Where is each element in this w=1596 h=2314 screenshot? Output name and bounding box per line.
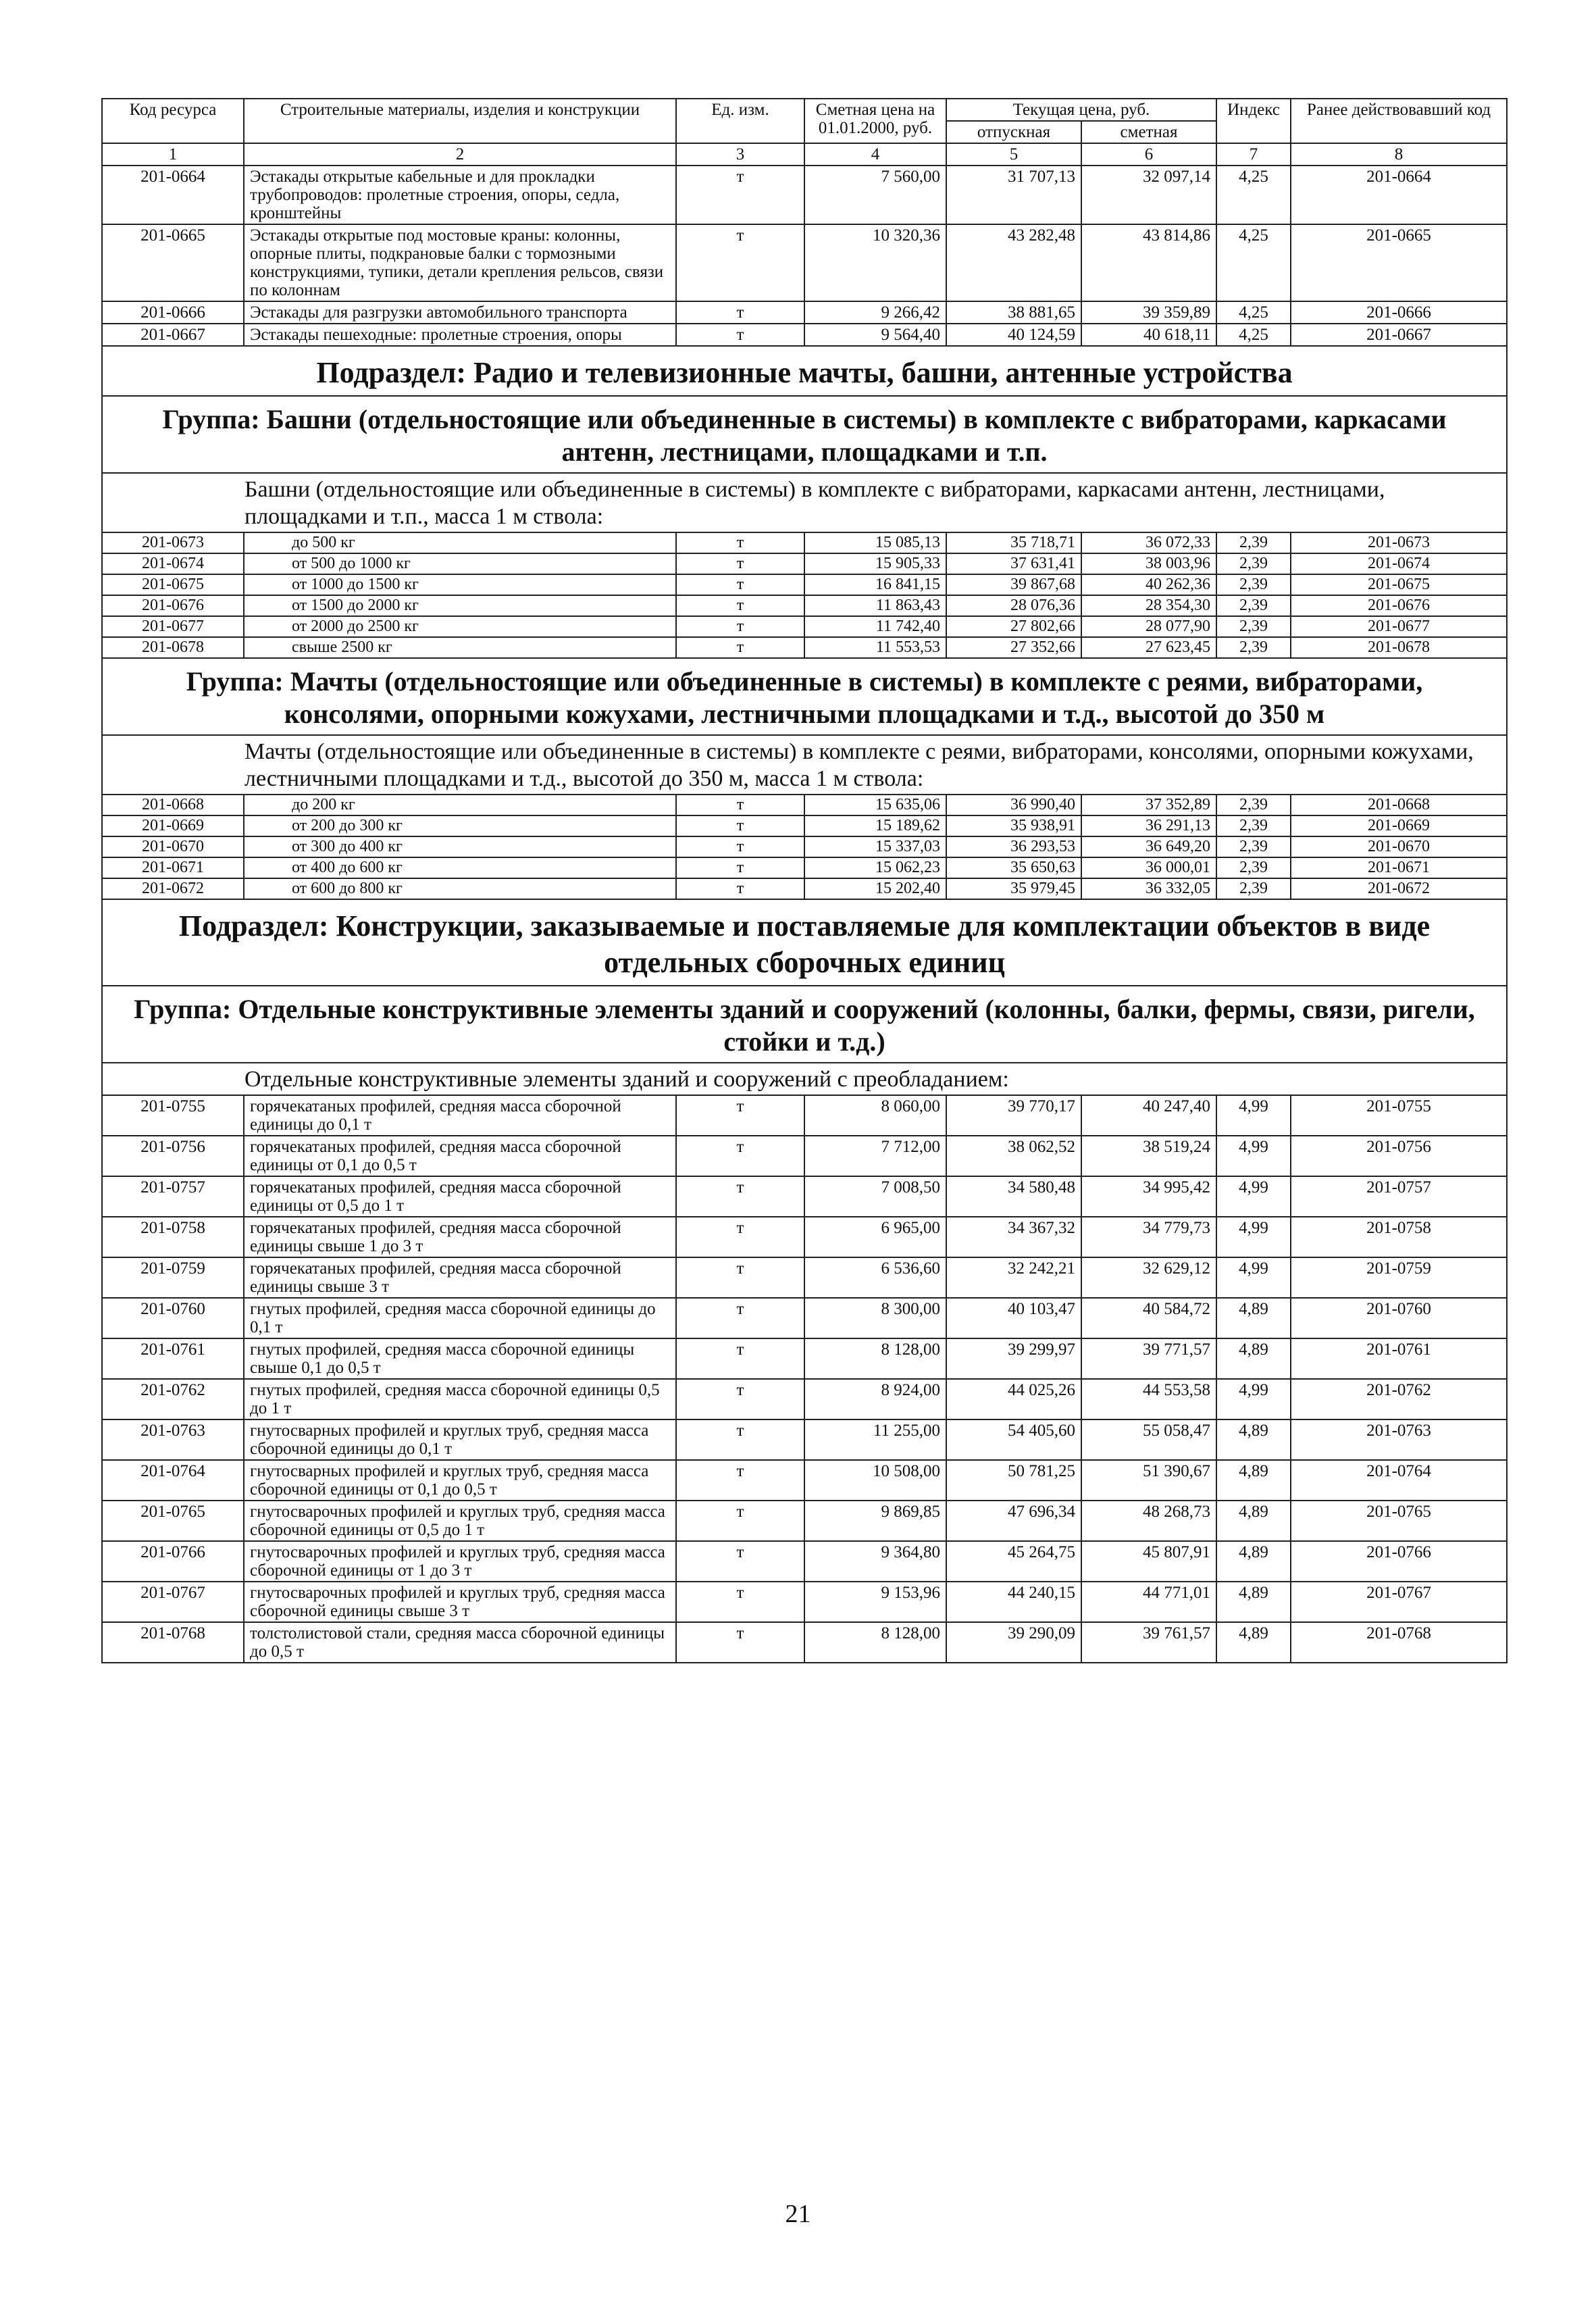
estimate-price: 39 771,57: [1081, 1338, 1216, 1379]
resource-code: 201-0763: [102, 1419, 244, 1460]
estimate-price: 27 623,45: [1081, 637, 1216, 658]
col-num: 4: [804, 143, 946, 166]
col-num: 5: [946, 143, 1081, 166]
previous-code: 201-0671: [1291, 857, 1507, 878]
table-row: [102, 857, 1507, 878]
page-number: 21: [785, 2200, 811, 2228]
release-price: 43 282,48: [946, 224, 1081, 301]
price-index: 2,39: [1216, 532, 1291, 553]
release-price: 39 299,97: [946, 1338, 1081, 1379]
unit: т: [676, 1379, 804, 1419]
unit: т: [676, 1460, 804, 1501]
base-price: 7 712,00: [804, 1136, 946, 1176]
group-heading-row: [102, 658, 1507, 735]
resource-name: гнутых профилей, средняя масса сборочной единицы до 0,1 т: [244, 1298, 676, 1338]
group-note: Башни (отдельностоящие или объединенные в системы) в комплекте с вибраторами, каркасами антенн, лестницами, площадками и т.п., масса 1 м ствола:: [102, 473, 1507, 532]
price-index: 4,99: [1216, 1176, 1291, 1217]
price-index: 4,25: [1216, 224, 1291, 301]
price-index: 2,39: [1216, 553, 1291, 574]
price-index: 4,99: [1216, 1257, 1291, 1298]
previous-code: 201-0767: [1291, 1582, 1507, 1622]
release-price: 27 352,66: [946, 637, 1081, 658]
resource-code: 201-0768: [102, 1622, 244, 1663]
previous-code: 201-0764: [1291, 1460, 1507, 1501]
unit: т: [676, 1176, 804, 1217]
base-price: 7 560,00: [804, 166, 946, 224]
resource-name: Эстакады открытые кабельные и для прокладки трубопроводов: пролетные строения, опоры, седла, кронштейны: [244, 166, 676, 224]
col-num: 6: [1081, 143, 1216, 166]
estimate-price: 36 072,33: [1081, 532, 1216, 553]
table-row: [102, 878, 1507, 899]
col-num: 1: [102, 143, 244, 166]
base-price: 9 564,40: [804, 324, 946, 346]
resource-code: 201-0667: [102, 324, 244, 346]
base-price: 8 924,00: [804, 1379, 946, 1419]
unit: т: [676, 553, 804, 574]
estimate-price: 51 390,67: [1081, 1460, 1216, 1501]
estimate-price: 45 807,91: [1081, 1541, 1216, 1582]
table-row: [102, 224, 1507, 301]
resource-code: 201-0675: [102, 574, 244, 595]
price-index: 2,39: [1216, 637, 1291, 658]
table-row: [102, 595, 1507, 616]
resource-name: гнутосварных профилей и круглых труб, средняя масса сборочной единицы от 0,1 до 0,5 т: [244, 1460, 676, 1501]
subsection-heading-row: [102, 346, 1507, 396]
price-index: 4,89: [1216, 1338, 1291, 1379]
unit: т: [676, 836, 804, 857]
group-heading-row: [102, 396, 1507, 473]
price-table-sheet: [101, 98, 1506, 1663]
estimate-price: 55 058,47: [1081, 1419, 1216, 1460]
release-price: 38 062,52: [946, 1136, 1081, 1176]
previous-code: 201-0678: [1291, 637, 1507, 658]
previous-code: 201-0675: [1291, 574, 1507, 595]
resource-code: 201-0674: [102, 553, 244, 574]
resource-code: 201-0678: [102, 637, 244, 658]
previous-code: 201-0766: [1291, 1541, 1507, 1582]
resource-name: Эстакады пешеходные: пролетные строения, опоры: [244, 324, 676, 346]
resource-code: 201-0762: [102, 1379, 244, 1419]
price-index: 4,99: [1216, 1217, 1291, 1257]
release-price: 39 770,17: [946, 1095, 1081, 1136]
resource-code: 201-0756: [102, 1136, 244, 1176]
estimate-price: 38 519,24: [1081, 1136, 1216, 1176]
resource-name: Эстакады для разгрузки автомобильного транспорта: [244, 301, 676, 324]
estimate-price: 37 352,89: [1081, 795, 1216, 815]
resource-name: горячекатаных профилей, средняя масса сборочной единицы свыше 1 до 3 т: [244, 1217, 676, 1257]
base-price: 15 085,13: [804, 532, 946, 553]
group-heading-row: [102, 986, 1507, 1063]
unit: т: [676, 878, 804, 899]
base-price: 11 553,53: [804, 637, 946, 658]
release-price: 35 938,91: [946, 815, 1081, 836]
resource-name: гнутых профилей, средняя масса сборочной единицы 0,5 до 1 т: [244, 1379, 676, 1419]
release-price: 39 867,68: [946, 574, 1081, 595]
previous-code: 201-0755: [1291, 1095, 1507, 1136]
resource-code: 201-0665: [102, 224, 244, 301]
resource-name: до 200 кг: [244, 795, 676, 815]
resource-name: горячекатаных профилей, средняя масса сборочной единицы от 0,1 до 0,5 т: [244, 1136, 676, 1176]
header-estimate-price: сметная: [1081, 121, 1216, 143]
estimate-price: 32 097,14: [1081, 166, 1216, 224]
release-price: 45 264,75: [946, 1541, 1081, 1582]
table-header-row: [102, 99, 1507, 121]
previous-code: 201-0670: [1291, 836, 1507, 857]
col-num: 8: [1291, 143, 1507, 166]
price-index: 2,39: [1216, 815, 1291, 836]
table-row: [102, 1501, 1507, 1541]
estimate-price: 40 618,11: [1081, 324, 1216, 346]
col-num: 2: [244, 143, 676, 166]
previous-code: 201-0758: [1291, 1217, 1507, 1257]
previous-code: 201-0668: [1291, 795, 1507, 815]
previous-code: 201-0761: [1291, 1338, 1507, 1379]
previous-code: 201-0757: [1291, 1176, 1507, 1217]
base-price: 11 255,00: [804, 1419, 946, 1460]
table-row: [102, 553, 1507, 574]
price-index: 2,39: [1216, 857, 1291, 878]
group-note-row: [102, 1063, 1507, 1095]
price-index: 4,99: [1216, 1136, 1291, 1176]
price-index: 2,39: [1216, 595, 1291, 616]
resource-code: 201-0672: [102, 878, 244, 899]
resource-code: 201-0669: [102, 815, 244, 836]
previous-code: 201-0673: [1291, 532, 1507, 553]
resource-code: 201-0755: [102, 1095, 244, 1136]
base-price: 6 965,00: [804, 1217, 946, 1257]
unit: т: [676, 616, 804, 637]
unit: т: [676, 857, 804, 878]
unit: т: [676, 1419, 804, 1460]
price-table: [101, 98, 1508, 1663]
estimate-price: 44 771,01: [1081, 1582, 1216, 1622]
resource-code: 201-0664: [102, 166, 244, 224]
group-note-row: [102, 735, 1507, 795]
table-row: [102, 1176, 1507, 1217]
column-numbers-row: [102, 143, 1507, 166]
resource-code: 201-0760: [102, 1298, 244, 1338]
resource-code: 201-0676: [102, 595, 244, 616]
base-price: 15 062,23: [804, 857, 946, 878]
group-note: Мачты (отдельностоящие или объединенные в системы) в комплекте с реями, вибраторами, консолями, опорными кожухами, лестничными площадками и т.д., высотой до 350 м, масса 1 м ствола:: [102, 735, 1507, 795]
group-note-row: [102, 473, 1507, 532]
table-row: [102, 1217, 1507, 1257]
previous-code: 201-0665: [1291, 224, 1507, 301]
resource-name: от 2000 до 2500 кг: [244, 616, 676, 637]
unit: т: [676, 301, 804, 324]
previous-code: 201-0759: [1291, 1257, 1507, 1298]
table-row: [102, 795, 1507, 815]
release-price: 35 718,71: [946, 532, 1081, 553]
resource-name: гнутых профилей, средняя масса сборочной единицы свыше 0,1 до 0,5 т: [244, 1338, 676, 1379]
resource-name: горячекатаных профилей, средняя масса сборочной единицы от 0,5 до 1 т: [244, 1176, 676, 1217]
previous-code: 201-0672: [1291, 878, 1507, 899]
base-price: 11 863,43: [804, 595, 946, 616]
base-price: 15 202,40: [804, 878, 946, 899]
resource-code: 201-0666: [102, 301, 244, 324]
resource-name: от 400 до 600 кг: [244, 857, 676, 878]
col-num: 7: [1216, 143, 1291, 166]
table-row: [102, 1338, 1507, 1379]
release-price: 39 290,09: [946, 1622, 1081, 1663]
price-index: 4,89: [1216, 1419, 1291, 1460]
price-index: 4,89: [1216, 1622, 1291, 1663]
price-index: 2,39: [1216, 616, 1291, 637]
table-row: [102, 1095, 1507, 1136]
resource-code: 201-0759: [102, 1257, 244, 1298]
unit: т: [676, 324, 804, 346]
release-price: 32 242,21: [946, 1257, 1081, 1298]
estimate-price: 34 995,42: [1081, 1176, 1216, 1217]
table-row: [102, 532, 1507, 553]
header-base-price: Сметная цена на 01.01.2000, руб.: [804, 99, 946, 143]
estimate-price: 32 629,12: [1081, 1257, 1216, 1298]
table-row: [102, 1622, 1507, 1663]
unit: т: [676, 1217, 804, 1257]
resource-code: 201-0765: [102, 1501, 244, 1541]
release-price: 34 580,48: [946, 1176, 1081, 1217]
resource-code: 201-0761: [102, 1338, 244, 1379]
estimate-price: 36 291,13: [1081, 815, 1216, 836]
resource-code: 201-0767: [102, 1582, 244, 1622]
resource-name: от 1500 до 2000 кг: [244, 595, 676, 616]
header-unit: Ед. изм.: [676, 99, 804, 143]
header-prev-code: Ранее действовавший код: [1291, 99, 1507, 143]
unit: т: [676, 1541, 804, 1582]
group-note: Отдельные конструктивные элементы зданий и сооружений с преобладанием:: [102, 1063, 1507, 1095]
base-price: 15 337,03: [804, 836, 946, 857]
previous-code: 201-0667: [1291, 324, 1507, 346]
estimate-price: 40 247,40: [1081, 1095, 1216, 1136]
previous-code: 201-0763: [1291, 1419, 1507, 1460]
table-row: [102, 301, 1507, 324]
release-price: 28 076,36: [946, 595, 1081, 616]
unit: т: [676, 815, 804, 836]
base-price: 8 128,00: [804, 1338, 946, 1379]
release-price: 40 124,59: [946, 324, 1081, 346]
resource-name: от 300 до 400 кг: [244, 836, 676, 857]
price-index: 2,39: [1216, 878, 1291, 899]
table-row: [102, 166, 1507, 224]
table-row: [102, 815, 1507, 836]
unit: т: [676, 1136, 804, 1176]
unit: т: [676, 795, 804, 815]
base-price: 15 905,33: [804, 553, 946, 574]
release-price: 36 990,40: [946, 795, 1081, 815]
previous-code: 201-0677: [1291, 616, 1507, 637]
release-price: 35 650,63: [946, 857, 1081, 878]
previous-code: 201-0768: [1291, 1622, 1507, 1663]
unit: т: [676, 574, 804, 595]
release-price: 38 881,65: [946, 301, 1081, 324]
resource-code: 201-0668: [102, 795, 244, 815]
resource-name: свыше 2500 кг: [244, 637, 676, 658]
resource-code: 201-0757: [102, 1176, 244, 1217]
resource-code: 201-0670: [102, 836, 244, 857]
estimate-price: 36 332,05: [1081, 878, 1216, 899]
resource-name: от 600 до 800 кг: [244, 878, 676, 899]
subsection-heading-row: [102, 899, 1507, 986]
previous-code: 201-0760: [1291, 1298, 1507, 1338]
table-row: [102, 1379, 1507, 1419]
base-price: 9 266,42: [804, 301, 946, 324]
subsection-heading: Подраздел: Радио и телевизионные мачты, башни, антенные устройства: [102, 346, 1507, 396]
previous-code: 201-0666: [1291, 301, 1507, 324]
table-row: [102, 1582, 1507, 1622]
price-index: 4,89: [1216, 1298, 1291, 1338]
table-row: [102, 1257, 1507, 1298]
resource-name: от 1000 до 1500 кг: [244, 574, 676, 595]
resource-code: 201-0758: [102, 1217, 244, 1257]
base-price: 8 300,00: [804, 1298, 946, 1338]
resource-code: 201-0766: [102, 1541, 244, 1582]
table-row: [102, 1541, 1507, 1582]
base-price: 7 008,50: [804, 1176, 946, 1217]
price-index: 2,39: [1216, 795, 1291, 815]
base-price: 15 635,06: [804, 795, 946, 815]
price-index: 4,25: [1216, 301, 1291, 324]
estimate-price: 39 761,57: [1081, 1622, 1216, 1663]
unit: т: [676, 1582, 804, 1622]
release-price: 35 979,45: [946, 878, 1081, 899]
previous-code: 201-0674: [1291, 553, 1507, 574]
header-index: Индекс: [1216, 99, 1291, 143]
estimate-price: 40 262,36: [1081, 574, 1216, 595]
resource-name: толстолистовой стали, средняя масса сборочной единицы до 0,5 т: [244, 1622, 676, 1663]
unit: т: [676, 1257, 804, 1298]
table-row: [102, 1419, 1507, 1460]
estimate-price: 40 584,72: [1081, 1298, 1216, 1338]
estimate-price: 48 268,73: [1081, 1501, 1216, 1541]
estimate-price: 36 000,01: [1081, 857, 1216, 878]
unit: т: [676, 1622, 804, 1663]
estimate-price: 44 553,58: [1081, 1379, 1216, 1419]
unit: т: [676, 1501, 804, 1541]
resource-name: от 500 до 1000 кг: [244, 553, 676, 574]
resource-name: горячекатаных профилей, средняя масса сборочной единицы свыше 3 т: [244, 1257, 676, 1298]
previous-code: 201-0756: [1291, 1136, 1507, 1176]
table-row: [102, 637, 1507, 658]
unit: т: [676, 1095, 804, 1136]
unit: т: [676, 166, 804, 224]
resource-name: гнутосварочных профилей и круглых труб, средняя масса сборочной единицы от 0,5 до 1 т: [244, 1501, 676, 1541]
table-row: [102, 836, 1507, 857]
base-price: 6 536,60: [804, 1257, 946, 1298]
release-price: 27 802,66: [946, 616, 1081, 637]
col-num: 3: [676, 143, 804, 166]
resource-code: 201-0677: [102, 616, 244, 637]
resource-code: 201-0671: [102, 857, 244, 878]
resource-code: 201-0673: [102, 532, 244, 553]
price-index: 4,99: [1216, 1095, 1291, 1136]
header-current-price: Текущая цена, руб.: [946, 99, 1216, 121]
previous-code: 201-0669: [1291, 815, 1507, 836]
resource-name: горячекатаных профилей, средняя масса сборочной единицы до 0,1 т: [244, 1095, 676, 1136]
table-row: [102, 574, 1507, 595]
resource-name: до 500 кг: [244, 532, 676, 553]
release-price: 54 405,60: [946, 1419, 1081, 1460]
unit: т: [676, 224, 804, 301]
estimate-price: 43 814,86: [1081, 224, 1216, 301]
unit: т: [676, 1298, 804, 1338]
resource-name: от 200 до 300 кг: [244, 815, 676, 836]
release-price: 47 696,34: [946, 1501, 1081, 1541]
release-price: 40 103,47: [946, 1298, 1081, 1338]
unit: т: [676, 532, 804, 553]
base-price: 16 841,15: [804, 574, 946, 595]
release-price: 31 707,13: [946, 166, 1081, 224]
base-price: 15 189,62: [804, 815, 946, 836]
estimate-price: 34 779,73: [1081, 1217, 1216, 1257]
previous-code: 201-0664: [1291, 166, 1507, 224]
price-index: 4,89: [1216, 1460, 1291, 1501]
table-row: [102, 1298, 1507, 1338]
resource-name: гнутосварных профилей и круглых труб, средняя масса сборочной единицы до 0,1 т: [244, 1419, 676, 1460]
estimate-price: 36 649,20: [1081, 836, 1216, 857]
base-price: 9 364,80: [804, 1541, 946, 1582]
release-price: 37 631,41: [946, 553, 1081, 574]
table-row: [102, 616, 1507, 637]
price-index: 2,39: [1216, 836, 1291, 857]
header-code: Код ресурса: [102, 99, 244, 143]
estimate-price: 28 077,90: [1081, 616, 1216, 637]
price-index: 4,99: [1216, 1379, 1291, 1419]
subsection-heading: Подраздел: Конструкции, заказываемые и поставляемые для комплектации объектов в виде отдельных сборочных единиц: [102, 899, 1507, 986]
table-row: [102, 1136, 1507, 1176]
release-price: 36 293,53: [946, 836, 1081, 857]
resource-name: гнутосварочных профилей и круглых труб, средняя масса сборочной единицы от 1 до 3 т: [244, 1541, 676, 1582]
resource-name: Эстакады открытые под мостовые краны: колонны, опорные плиты, подкрановые балки с тормозными конструкциями, тупики, детали крепления рельсов, связи по колоннам: [244, 224, 676, 301]
previous-code: 201-0762: [1291, 1379, 1507, 1419]
base-price: 9 153,96: [804, 1582, 946, 1622]
release-price: 44 025,26: [946, 1379, 1081, 1419]
base-price: 11 742,40: [804, 616, 946, 637]
estimate-price: 28 354,30: [1081, 595, 1216, 616]
unit: т: [676, 595, 804, 616]
unit: т: [676, 637, 804, 658]
estimate-price: 38 003,96: [1081, 553, 1216, 574]
price-index: 4,25: [1216, 324, 1291, 346]
header-name: Строительные материалы, изделия и конструкции: [244, 99, 676, 143]
base-price: 8 060,00: [804, 1095, 946, 1136]
group-heading: Группа: Мачты (отдельностоящие или объединенные в системы) в комплекте с реями, вибраторами, консолями, опорными кожухами, лестничными площадками и т.д., высотой до 350 м: [102, 658, 1507, 735]
price-index: 4,25: [1216, 166, 1291, 224]
unit: т: [676, 1338, 804, 1379]
base-price: 10 320,36: [804, 224, 946, 301]
resource-name: гнутосварочных профилей и круглых труб, средняя масса сборочной единицы свыше 3 т: [244, 1582, 676, 1622]
price-index: 4,89: [1216, 1582, 1291, 1622]
price-index: 4,89: [1216, 1541, 1291, 1582]
release-price: 34 367,32: [946, 1217, 1081, 1257]
estimate-price: 39 359,89: [1081, 301, 1216, 324]
resource-code: 201-0764: [102, 1460, 244, 1501]
price-index: 2,39: [1216, 574, 1291, 595]
price-index: 4,89: [1216, 1501, 1291, 1541]
table-row: [102, 1460, 1507, 1501]
header-release-price: отпускная: [946, 121, 1081, 143]
release-price: 44 240,15: [946, 1582, 1081, 1622]
group-heading: Группа: Отдельные конструктивные элементы зданий и сооружений (колонны, балки, фермы, связи, ригели, стойки и т.д.): [102, 986, 1507, 1063]
base-price: 10 508,00: [804, 1460, 946, 1501]
previous-code: 201-0676: [1291, 595, 1507, 616]
previous-code: 201-0765: [1291, 1501, 1507, 1541]
group-heading: Группа: Башни (отдельностоящие или объединенные в системы) в комплекте с вибраторами, каркасами антенн, лестницами, площадками и т.п.: [102, 396, 1507, 473]
base-price: 8 128,00: [804, 1622, 946, 1663]
base-price: 9 869,85: [804, 1501, 946, 1541]
release-price: 50 781,25: [946, 1460, 1081, 1501]
table-row: [102, 324, 1507, 346]
